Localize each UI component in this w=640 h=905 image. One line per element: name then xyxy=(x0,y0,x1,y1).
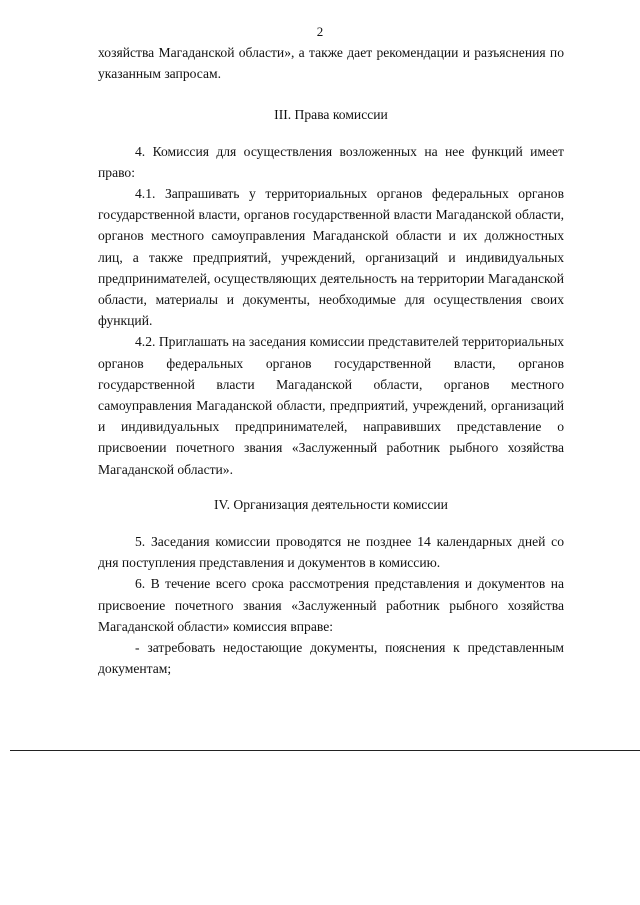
paragraph-6-item: - затребовать недостающие документы, пояснения к представленным документам; xyxy=(98,640,564,677)
paragraph-6: 6. В течение всего срока рассмотрения представления и документов на присвоение почетного звания «Заслуженный работник рыбного хозяйства Магаданской области» комиссия вправе: xyxy=(98,576,564,634)
section-heading-rights: III. Права комиссии xyxy=(274,107,388,123)
scan-edge-line xyxy=(10,750,640,751)
paragraph-continuation: хозяйства Магаданской области», а также дает рекомендации и разъяснения по указанным запросам. xyxy=(98,45,564,82)
paragraph-5: 5. Заседания комиссии проводятся не позднее 14 календарных дней со дня поступления представления и документов в комиссию. xyxy=(98,534,564,571)
document-body xyxy=(98,42,564,679)
section-heading-organization: IV. Организация деятельности комиссии xyxy=(214,496,448,512)
paragraph-4: 4. Комиссия для осуществления возложенных на нее функций имеет право: xyxy=(98,143,564,180)
page-number: 2 xyxy=(316,24,324,39)
paragraph-4-2: 4.2. Приглашать на заседания комиссии представителей территориальных органов федеральных органов государственной власти, органов государственной власти Магаданской области, органов местного самоуправления Магаданской области, предприятий, учреждений, организаций и индивидуальных предпринимателей, направивших представление о присвоении почетного звания «Заслуженный работник рыбного хозяйства Магаданской области». xyxy=(98,334,564,477)
paragraph-4-1: 4.1. Запрашивать у территориальных органов федеральных органов государственной власти, органов государственной власти Магаданской области, органов местного самоуправления Магаданской области и их должностных лиц, а также предприятий, учреждений, организаций и индивидуальных предпринимателей, осуществляющих деятельность на территории Магаданской области, материалы и документы, необходимые для осуществления своих функций. xyxy=(98,186,564,329)
